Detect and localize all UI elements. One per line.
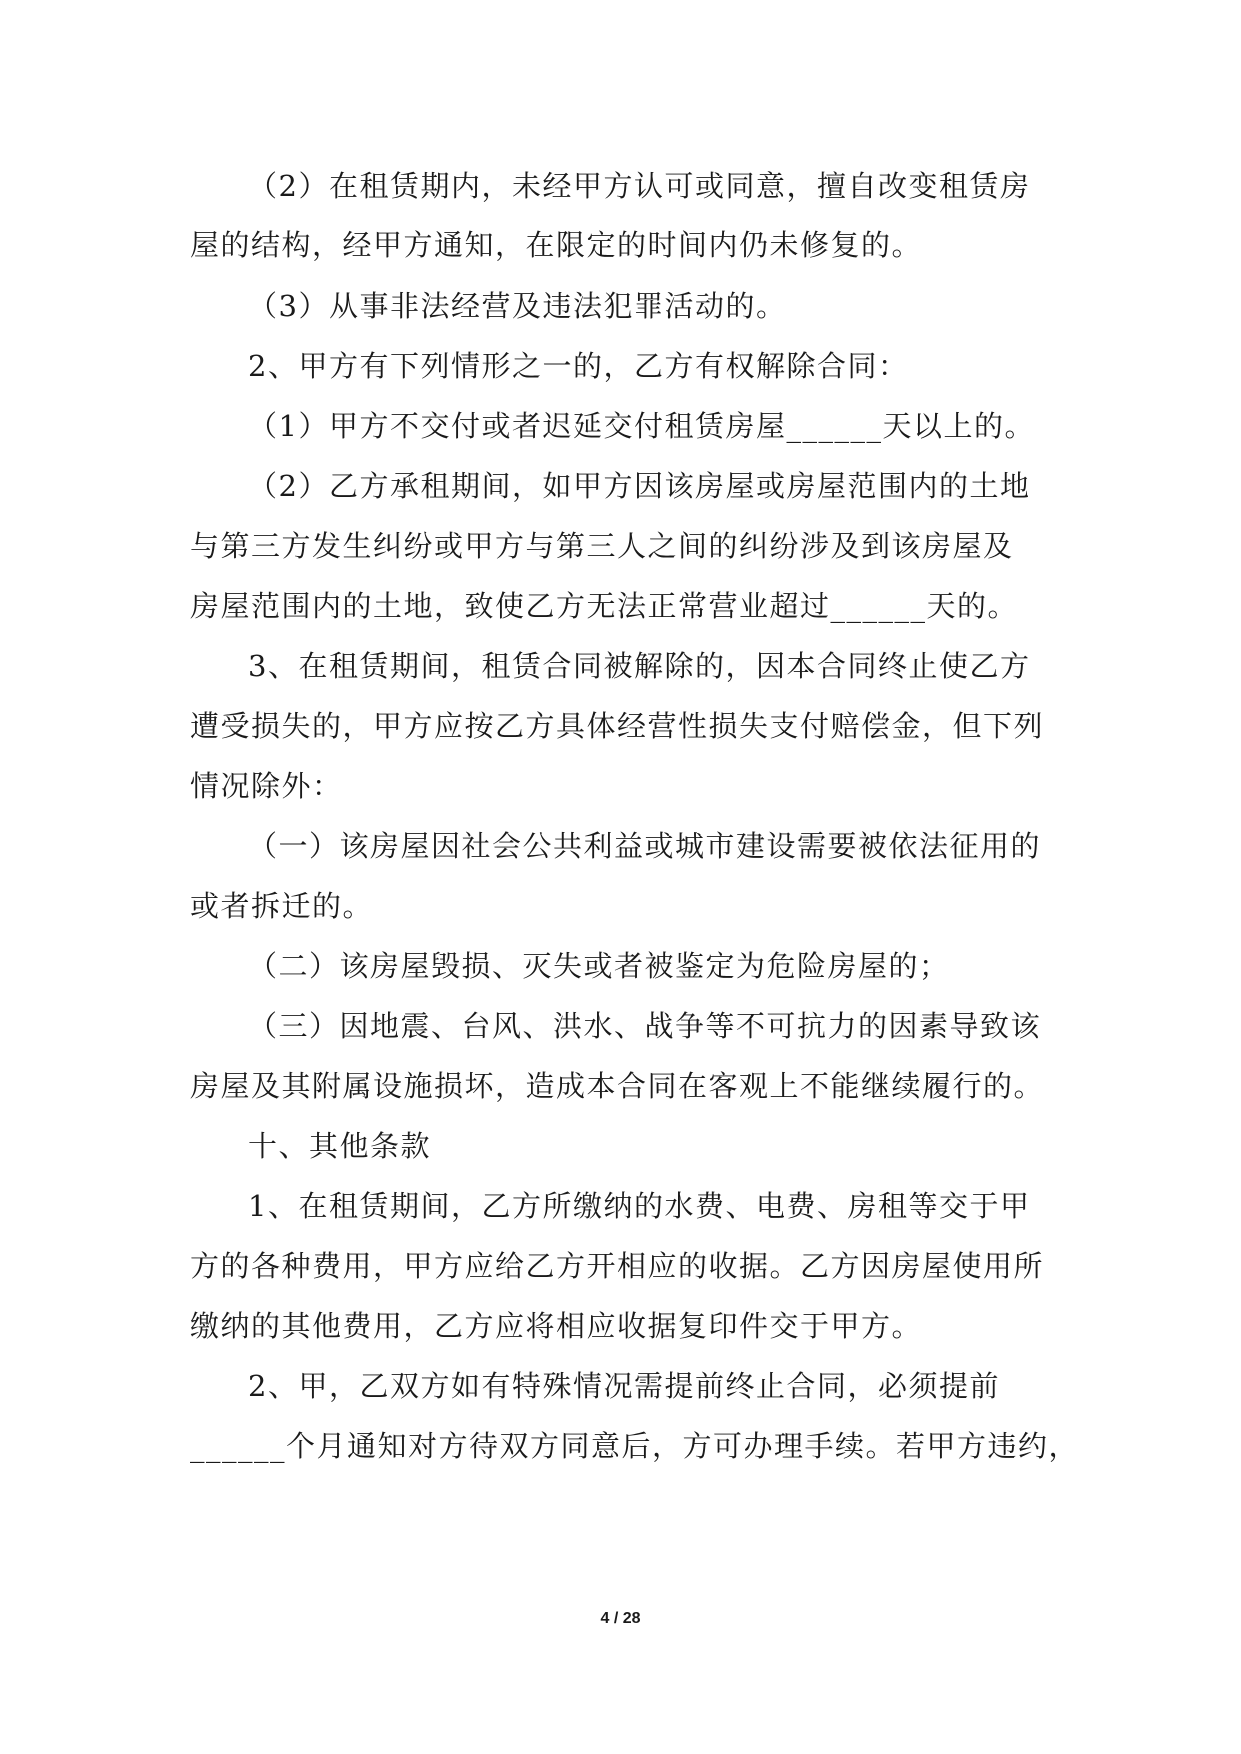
text-line: ______个月通知对方待双方同意后，方可办理手续。若甲方违约，	[190, 1429, 1080, 1463]
text-line: （2）在租赁期内，未经甲方认可或同意，擅自改变租赁房	[248, 169, 1031, 203]
text-line: 方的各种费用，甲方应给乙方开相应的收据。乙方因房屋使用所	[190, 1249, 1045, 1283]
text-line: 屋的结构，经甲方通知，在限定的时间内仍未修复的。	[190, 228, 923, 262]
text-line: 房屋及其附属设施损坏，造成本合同在客观上不能继续履行的。	[190, 1069, 1045, 1103]
section-heading: 十、其他条款	[248, 1129, 432, 1163]
text-line: （2）乙方承租期间，如甲方因该房屋或房屋范围内的土地	[248, 469, 1031, 503]
text-line: 遭受损失的，甲方应按乙方具体经营性损失支付赔偿金，但下列	[190, 709, 1045, 743]
text-line: 房屋范围内的土地，致使乙方无法正常营业超过______天的。	[190, 589, 1019, 623]
text-line: 缴纳的其他费用，乙方应将相应收据复印件交于甲方。	[190, 1309, 923, 1343]
text-line: 或者拆迁的。	[190, 889, 374, 923]
text-line: 2、甲方有下列情形之一的，乙方有权解除合同：	[248, 349, 909, 383]
text-line: （二）该房屋毁损、灭失或者被鉴定为危险房屋的；	[248, 949, 950, 983]
text-line: 1、在租赁期间，乙方所缴纳的水费、电费、房租等交于甲	[248, 1189, 1031, 1223]
text-line: （3）从事非法经营及违法犯罪活动的。	[248, 289, 787, 323]
text-line: 情况除外：	[190, 769, 343, 803]
text-line: （一）该房屋因社会公共利益或城市建设需要被依法征用的	[248, 829, 1042, 863]
text-line: （三）因地震、台风、洪水、战争等不可抗力的因素导致该	[248, 1009, 1042, 1043]
page-number: 4 / 28	[600, 1610, 641, 1627]
text-line: 与第三方发生纠纷或甲方与第三人之间的纠纷涉及到该房屋及	[190, 529, 1014, 563]
text-line: （1）甲方不交付或者迟延交付租赁房屋______天以上的。	[248, 409, 1035, 443]
text-line: 2、甲，乙双方如有特殊情况需提前终止合同，必须提前	[248, 1369, 1000, 1403]
text-line: 3、在租赁期间，租赁合同被解除的，因本合同终止使乙方	[248, 649, 1031, 683]
